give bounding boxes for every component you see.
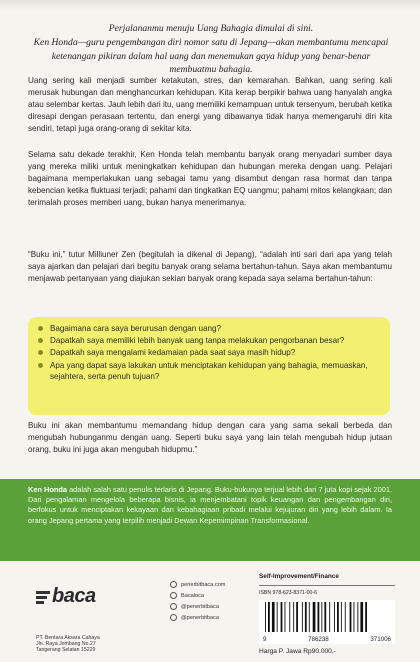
questions-box [28,317,390,415]
question-item [38,323,380,334]
bullet-icon [38,326,43,331]
bullet-icon [38,338,43,343]
author-bio-band [0,479,420,561]
footer [0,561,420,662]
social-facebook[interactable] [170,590,225,601]
social-instagram-label: @penerbitbaca [181,614,220,621]
question-item [38,360,380,382]
intro-line-1: Perjalananmu menuju Uang Bahagia dimulai di sini. [108,23,314,34]
social-twitter-label: @penerbitbaca [181,603,220,610]
twitter-icon [170,603,177,610]
paragraph-1: Uang sering kali menjadi sumber ketakutan, stres, dan kemarahan. Bahkan, uang sering kali merusak hubungan dan menghancurkan kehidupan. Kita kerap berpikir bahwa uang hanyalah angka atau selembar kertas. Jauh lebih dari itu, uang memiliki kemampuan untuk tersenyum, berubah ketika diresapi dengan perasaan tertentu, dan energi yang dibawanya tidak hanya memengaruhi diri kita sendiri, tetapi juga orang-orang di sekitar kita. [28,76,392,133]
top-band [0,0,420,10]
category-label: Self-Improvement/Finance [259,573,395,586]
intro-block [30,22,392,77]
paragraph-3-block [28,249,392,285]
intro-line-2: Ken Honda—guru pengembangan diri nomor satu di Jepang—akan membantumu mencapai ketenangan pikiran dalam hal uang dan menemukan gaya hidup yang benar-benar membuatmu bahagia. [33,36,389,76]
bullet-icon [38,363,43,368]
question-text: Apa yang dapat saya lakukan untuk menciptakan kehidupan yang bahagia, memuaskan, sejahtera, serta penuh tujuan? [50,360,368,381]
barcode-digit-group: 786238 [308,636,329,643]
address-line: Tangerang Selatan 15229 [36,647,96,654]
web-icon [170,581,177,588]
book-meta [259,573,395,655]
question-text: Dapatkah saya mengalami kedamaian pada saat saya masih hidup? [50,348,296,358]
barcode-digit-group: 9 [263,636,267,643]
instagram-icon [170,614,177,621]
paragraph-4-block [28,420,392,456]
question-text: Bagaimana cara saya berurusan dengan uang? [50,324,221,333]
barcode-bars-icon [263,602,391,634]
barcode [259,600,395,644]
social-facebook-label: Bacaloca [181,592,205,599]
social-web-label: penerbitbaca.com [181,581,226,588]
barcode-numbers [263,636,391,643]
facebook-icon [170,592,177,599]
paragraph-3: “Buku ini,” tutur Milliuner Zen (begitulah ia dikenal di Jepang), “adalah inti sari dari apa yang telah saya ajarkan dan pelajari dari begitu banyak orang selama bertahun-tahun. Saya akan membantumu menjawab pertanyaan yang diajukan sekian banyak orang kepada saya selama bertahun-tahun: [28,250,392,283]
author-name: Ken Honda [28,485,68,494]
social-twitter[interactable] [170,601,225,612]
social-links [170,579,225,623]
barcode-digit-group: 371006 [370,636,391,643]
logo-mark-icon [36,591,52,605]
logo-wordmark: baca [52,585,96,607]
paragraph-2-block [28,149,392,209]
bullet-icon [38,350,43,355]
paragraph-4: Buku ini akan membantumu memandang hidup dengan cara yang sama sekali berbeda dan mengubah hubunganmu dengan uang. Seperti buku saya yang lain telah mengubah hidup jutaan orang, buku ini juga akan mengubah hidupmu.” [28,421,392,454]
question-item [38,335,380,346]
paragraph-1-block [28,75,392,135]
author-bio-text: adalah salah satu penulis terlaris di Jepang. Buku-bukunya terjual lebih dari 7 juta kopi sejak 2001. Dari pengalaman mengelola beberapa bisnis, ia menjembatani topik keuangan dan pengembangan diri, berfokus untuk menciptakan kekayaan dan kebahagiaan pribadi melalui kejujuran diri yang lebih dalam. Ia orang Jepang pertama yang terpilih menjadi Dewan Kepemimpinan Transformasional. [28,485,392,525]
social-web[interactable] [170,579,225,590]
question-item [38,347,380,358]
author-bio [28,485,392,526]
paragraph-2: Selama satu dekade terakhir, Ken Honda telah membantu banyak orang menyadari sumber daya yang mereka miliki untuk meningkatkan kehidupan dan hubungan mereka dengan uang. Pelajari bagaimana memperlakukan uang sebagai tamu yang disambut dengan rasa hormat dan tanpa kebencian ketika fluktuasi terjadi; pahami dan tingkatkan EQ uangmu; pahami mitos kelangkaan; dan terimalah proses memberi uang, bukan hanya menerimanya. [28,150,392,207]
publisher-address [36,635,100,654]
address-line: PT. Bentara Aksara Cahaya [36,635,100,641]
question-text: Dapatkah saya memiliki lebih banyak uang tanpa melakukan pengorbanan besar? [50,336,345,346]
price-label: Harga P. Jawa Rp90.000,- [259,648,336,655]
publisher-logo [36,579,104,627]
address-line: Jln. Raya Jombang No.27 [36,641,96,648]
isbn-text: ISBN 978-623-8371-00-6 [259,590,317,596]
social-instagram[interactable] [170,612,225,623]
